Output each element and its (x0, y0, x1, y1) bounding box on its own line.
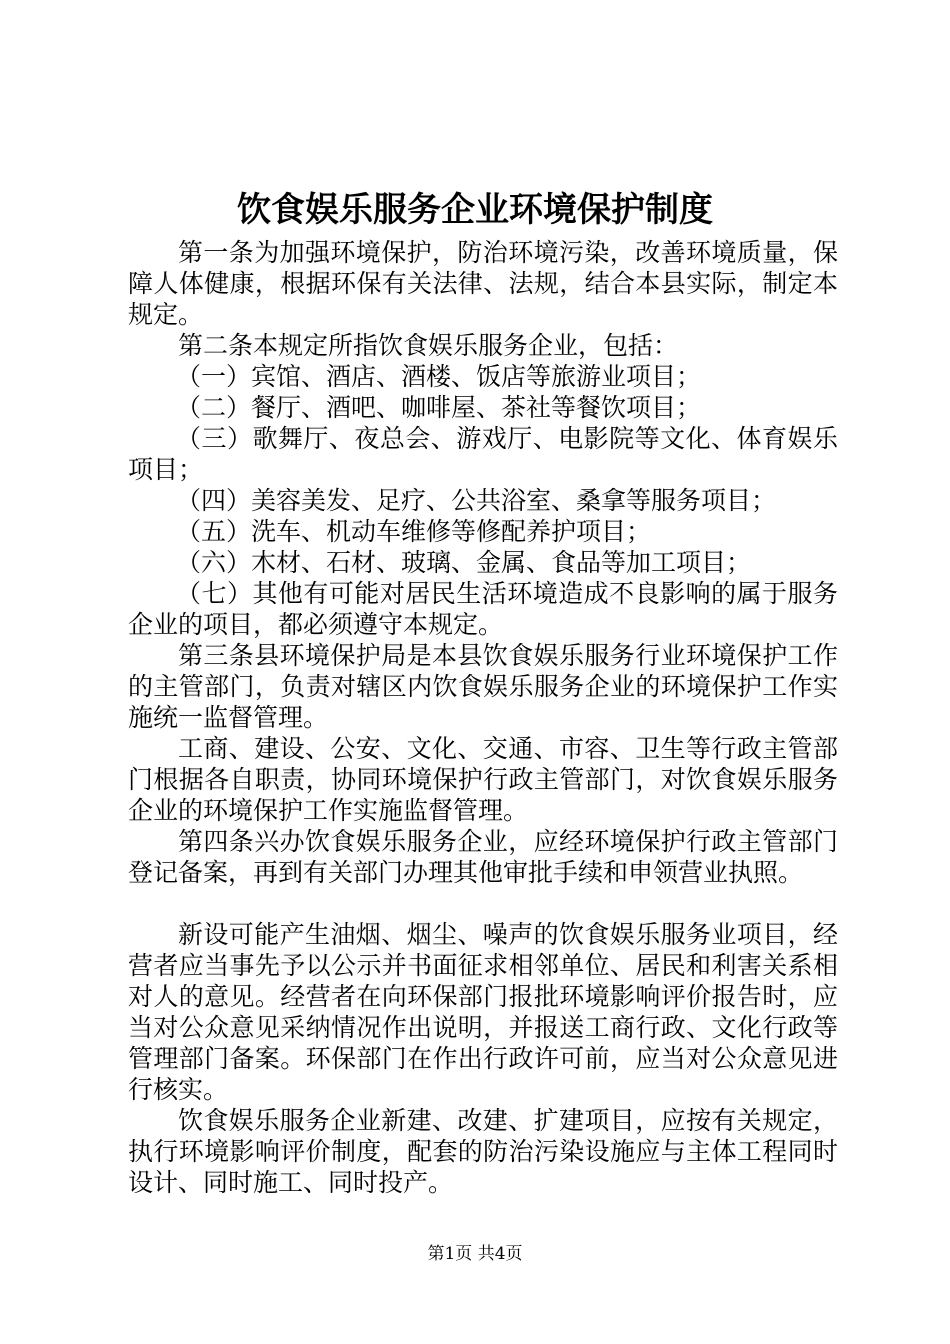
list-item-7: （七）其他有可能对居民生活环境造成不良影响的属于服务企业的项目，都必须遵守本规定。 (128, 579, 838, 639)
list-item-2: （二）餐厅、酒吧、咖啡屋、茶社等餐饮项目； (176, 393, 702, 422)
list-item-3: （三）歌舞厅、夜总会、游戏厅、电影院等文化、体育娱乐项目； (128, 424, 838, 484)
paragraph-article-3: 第三条县环境保护局是本县饮食娱乐服务行业环境保护工作的主管部门，负责对辖区内饮食娱乐服务企业的环境保护工作实施统一监督管理。 (128, 641, 838, 732)
document-body (128, 237, 838, 1198)
paragraph-article-2: 第二条本规定所指饮食娱乐服务企业，包括： (178, 331, 679, 360)
document-title: 饮食娱乐服务企业环境保护制度 (237, 190, 713, 230)
list-item-1: （一）宾馆、酒店、酒楼、饭店等旅游业项目； (176, 362, 702, 391)
list-item-4: （四）美容美发、足疗、公共浴室、桑拿等服务项目； (176, 486, 777, 515)
paragraph-eia-requirement: 饮食娱乐服务企业新建、改建、扩建项目，应按有关规定，执行环境影响评价制度，配套的防治污染设施应与主体工程同时设计、同时施工、同时投产。 (128, 1106, 838, 1197)
list-item-5: （五）洗车、机动车维修等修配养护项目； (176, 517, 652, 546)
paragraph-article-4: 第四条兴办饮食娱乐服务企业，应经环境保护行政主管部门登记备案，再到有关部门办理其他审批手续和申领营业执照。 (128, 827, 838, 887)
paragraph-article-3-supplement: 工商、建设、公安、文化、交通、市容、卫生等行政主管部门根据各自职责，协同环境保护行政主管部门，对饮食娱乐服务企业的环境保护工作实施监督管理。 (128, 734, 838, 825)
list-item-6: （六）木材、石材、玻璃、金属、食品等加工项目； (176, 548, 752, 577)
page-footer: 第1页 共4页 (427, 1244, 523, 1264)
paragraph-article-1: 第一条为加强环境保护，防治环境污染，改善环境质量，保障人体健康，根据环保有关法律、法规，结合本县实际，制定本规定。 (128, 238, 838, 329)
paragraph-spacer (128, 888, 838, 919)
paragraph-public-consultation: 新设可能产生油烟、烟尘、噪声的饮食娱乐服务业项目，经营者应当事先予以公示并书面征求相邻单位、居民和利害关系相对人的意见。经营者在向环保部门报批环境影响评价报告时，应当对公众意见采纳情况作出说明，并报送工商行政、文化行政等管理部门备案。环保部门在作出行政许可前，应当对公众意见进行核实。 (128, 920, 838, 1104)
